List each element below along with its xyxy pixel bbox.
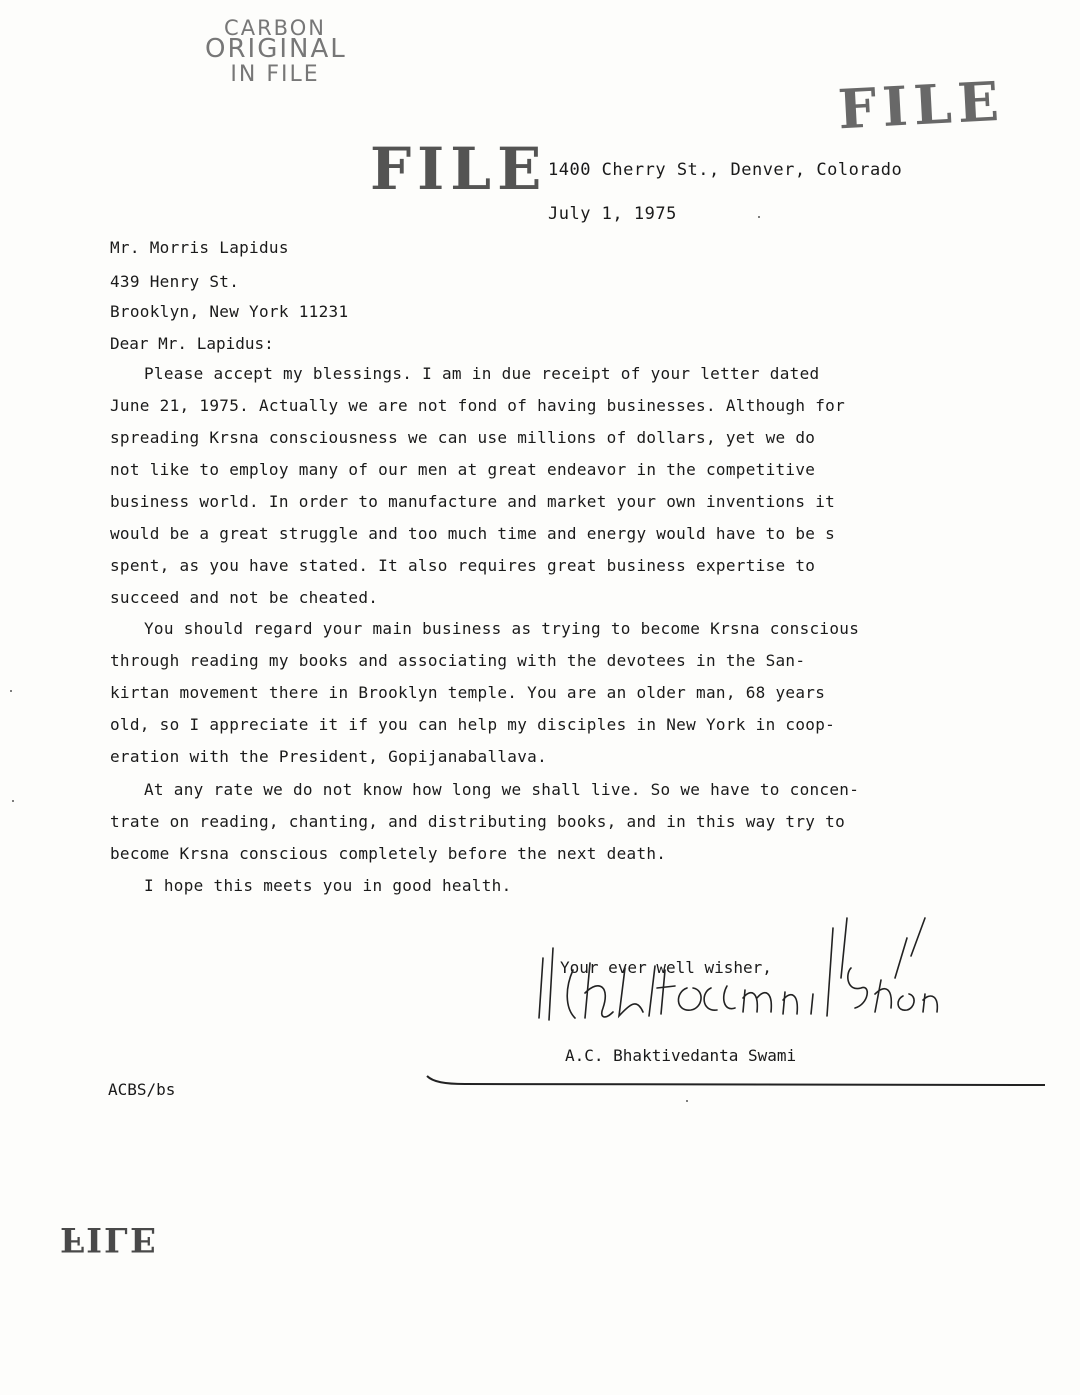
text-line: through reading my books and associating with the devotees in the San- bbox=[110, 651, 806, 670]
speck bbox=[10, 690, 12, 692]
sender-address: 1400 Cherry St., Denver, Colorado bbox=[548, 160, 903, 180]
recipient-name: Mr. Morris Lapidus bbox=[110, 238, 289, 257]
closing: Your ever well wisher, bbox=[560, 958, 772, 977]
file-stamp-bottom: FILE bbox=[60, 1219, 158, 1259]
text-line: would be a great struggle and too much time and energy would have to be s bbox=[110, 524, 836, 543]
carbon-stamp: CARBON bbox=[224, 16, 326, 40]
text-line: eration with the President, Gopijanaballava. bbox=[110, 747, 548, 766]
text-line: kirtan movement there in Brooklyn temple. You are an older man, 68 years bbox=[110, 683, 826, 702]
text-line: trate on reading, chanting, and distributing books, and in this way try to bbox=[110, 812, 846, 831]
handwritten-signature bbox=[515, 908, 965, 1048]
in-file-stamp: IN FILE bbox=[230, 62, 320, 87]
paragraph-4 bbox=[110, 870, 930, 902]
speck bbox=[686, 1100, 688, 1102]
text-line: You should regard your main business as trying to become Krsna conscious bbox=[144, 619, 860, 638]
text-line: succeed and not be cheated. bbox=[110, 588, 379, 607]
text-line: spent, as you have stated. It also requires great business expertise to bbox=[110, 556, 816, 575]
salutation: Dear Mr. Lapidus: bbox=[110, 334, 274, 353]
text-line: not like to employ many of our men at great endeavor in the competitive bbox=[110, 460, 816, 479]
text-line: Please accept my blessings. I am in due receipt of your letter dated bbox=[144, 364, 820, 383]
recipient-city: Brooklyn, New York 11231 bbox=[110, 302, 349, 321]
paragraph-2 bbox=[110, 613, 930, 773]
speck bbox=[758, 216, 760, 218]
paragraph-1 bbox=[110, 358, 930, 614]
speck bbox=[12, 800, 14, 802]
typist-initials: ACBS/bs bbox=[108, 1080, 176, 1099]
text-line: At any rate we do not know how long we shall live. So we have to concen- bbox=[144, 780, 860, 799]
text-line: I hope this meets you in good health. bbox=[144, 876, 512, 895]
file-stamp-middle: FILE bbox=[370, 135, 548, 203]
text-line: become Krsna conscious completely before the next death. bbox=[110, 844, 667, 863]
text-line: business world. In order to manufacture and market your own inventions it bbox=[110, 492, 836, 511]
recipient-street: 439 Henry St. bbox=[110, 272, 240, 291]
file-stamp-top: FILE bbox=[836, 68, 1007, 142]
paragraph-3 bbox=[110, 774, 930, 870]
text-line: June 21, 1975. Actually we are not fond of having businesses. Although for bbox=[110, 396, 846, 415]
text-line: old, so I appreciate it if you can help my disciples in New York in coop- bbox=[110, 715, 836, 734]
text-line: spreading Krsna consciousness we can use millions of dollars, yet we do bbox=[110, 428, 816, 447]
original-stamp: ORIGINAL bbox=[205, 34, 347, 64]
signature-rule bbox=[425, 1072, 1050, 1092]
letter-date: July 1, 1975 bbox=[548, 204, 677, 224]
signer-name: A.C. Bhaktivedanta Swami bbox=[565, 1046, 797, 1065]
